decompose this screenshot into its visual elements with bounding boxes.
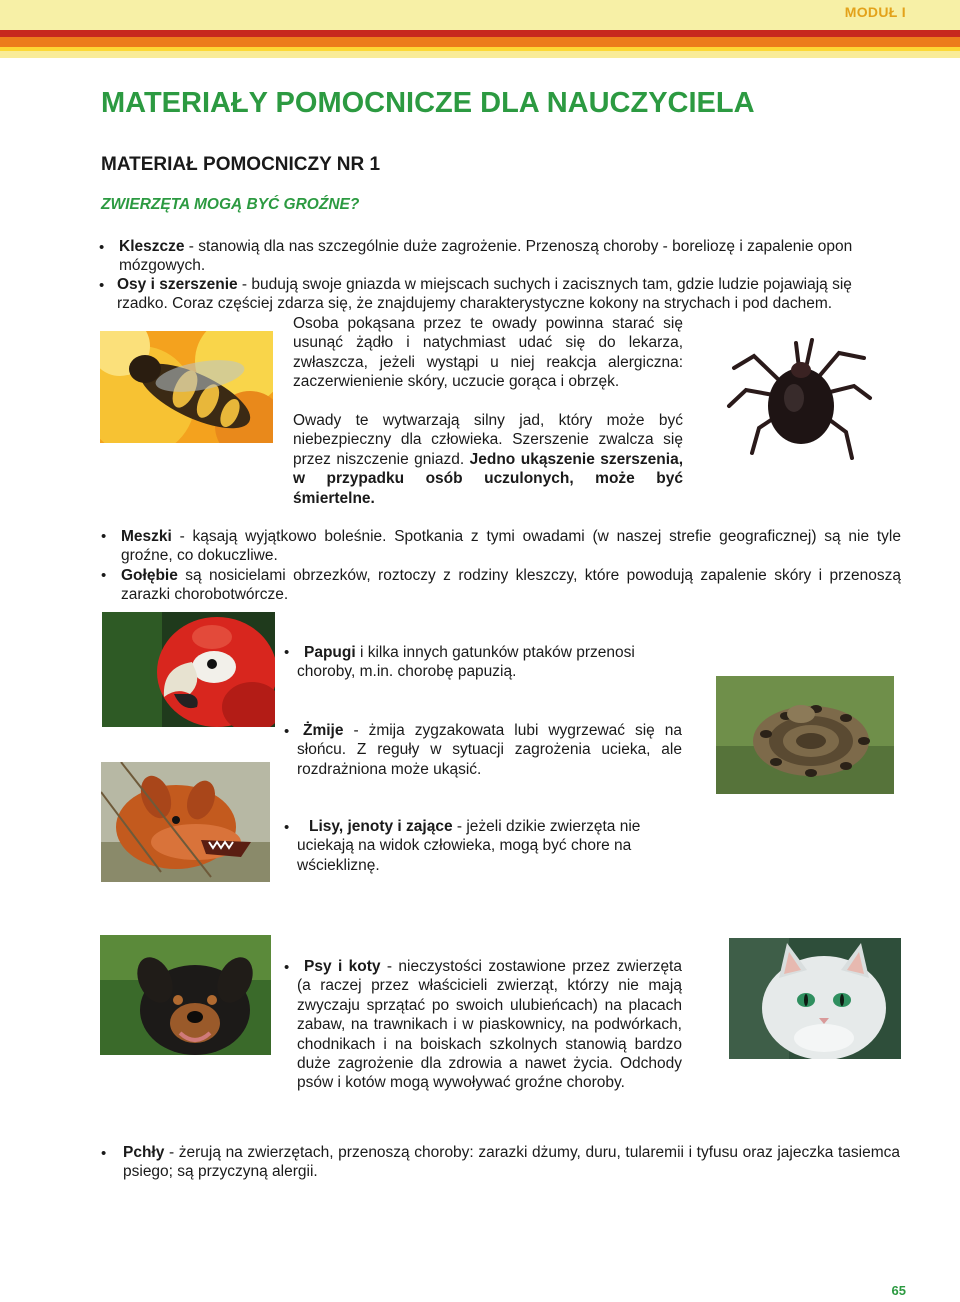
- osy-paragraph-2: [293, 411, 683, 508]
- item-term: Gołębie: [121, 567, 178, 584]
- fox-photo: [101, 762, 270, 882]
- item-text: są nosicielami obrzezków, roztoczy z rodziny kleszczy, które powodują zapalenie skóry i przenoszą zarazki chorobotwórcze.: [121, 567, 901, 604]
- item-text: - nieczystości zostawione przez zwierzęta (a raczej przez właścicieli zwierząt, którzy nie mają zwyczaju sprzątać po swoich ulubieńcach) na placach zabaw, na trawnikach i w piaskownicy, na podwórkach, chodnikach i na boiskach szkolnych stanowią bardzo duże zagrożenie dla zdrowia a nawet życia. Odchody psów i kotów mogą wywoływać groźne choroby.: [297, 958, 682, 1092]
- page-subtitle: MATERIAŁ POMOCNICZY NR 1: [101, 154, 381, 175]
- item-lisy: [297, 817, 682, 875]
- item-pchly: [123, 1143, 900, 1182]
- bullet-marker: •: [284, 644, 290, 661]
- item-text: - kąsają wyjątkowo boleśnie. Spotkania z tymi owadami (w naszej strefie geograficznej) są nie tyle groźne, co dokuczliwe.: [121, 528, 901, 565]
- bullet-marker: •: [284, 959, 290, 976]
- item-term: Lisy, jenoty i zające: [309, 818, 453, 835]
- page-number: 65: [891, 1283, 906, 1298]
- item-papugi: [297, 643, 682, 682]
- module-label: MODUŁ I: [844, 4, 906, 20]
- tick-photo: [724, 328, 874, 468]
- bullet-marker: •: [284, 723, 290, 740]
- item-text: - żerują na zwierzętach, przenoszą choroby: zarazki dżumy, duru, tularemii i tyfusu oraz jajeczka tasiemca psiego; są przyczyną alergii.: [123, 1144, 900, 1181]
- item-text: i kilka innych gatunków ptaków przenosi choroby, m.in. chorobę papuzią.: [297, 644, 635, 681]
- bullet-marker: •: [284, 819, 290, 836]
- item-term: Meszki: [121, 528, 172, 545]
- parrot-photo: [102, 612, 275, 727]
- item-term: Papugi: [304, 644, 356, 661]
- header-stripe-orange: [0, 37, 960, 47]
- header-stripe-red: [0, 30, 960, 37]
- item-kleszcze: [119, 237, 901, 276]
- item-osy: [117, 275, 901, 314]
- item-term: Żmije: [303, 722, 344, 739]
- header-band: [0, 0, 960, 30]
- bullet-marker: •: [99, 277, 105, 294]
- item-term: Osy i szerszenie: [117, 276, 238, 293]
- item-text: - budują swoje gniazda w miejscach suchych i zacisznych tam, gdzie ludzie pojawiają się rzadko. Coraz częściej zdarza się, że znajdujemy charakterystyczne kokony na strychach i pod dachem.: [117, 276, 852, 313]
- osy-paragraph-2-warning: Jedno ukąszenie szerszenia, w przypadku osób uczulonych, może być śmiertelne.: [293, 450, 683, 507]
- header-stripe-light: [0, 51, 960, 58]
- cat-photo: [729, 938, 901, 1059]
- item-meszki: [121, 527, 901, 566]
- page-title: MATERIAŁY POMOCNICZE DLA NAUCZYCIELA: [101, 87, 755, 119]
- item-text: - żmija zygzakowata lubi wygrzewać się na słońcu. Z reguły w sytuacji zagrożenia ucieka, ale rozdrażniona może ukąsić.: [297, 722, 682, 778]
- section-heading: ZWIERZĘTA MOGĄ BYĆ GROŹNE?: [101, 196, 360, 213]
- osy-paragraph-1: Osoba pokąsana przez te owady powinna starać się usunąć żądło i natychmiast udać się do lekarza, zwłaszcza, jeżeli wystąpi u niej reakcja alergiczna: zaczerwienienie skóry, uczucie gorąca i obrzęk.: [293, 315, 683, 391]
- viper-photo: [716, 676, 894, 794]
- bullet-marker: •: [101, 1145, 107, 1162]
- item-zmije: [297, 721, 682, 779]
- bullet-marker: •: [101, 528, 107, 545]
- item-psy-koty: [297, 957, 682, 1093]
- item-term: Psy i koty: [304, 958, 381, 975]
- item-text: - stanowią dla nas szczególnie duże zagrożenie. Przenoszą choroby - boreliozę i zapalenie opon mózgowych.: [119, 238, 853, 275]
- item-term: Kleszcze: [119, 238, 185, 255]
- hornet-photo: [100, 331, 273, 443]
- bullet-marker: •: [101, 567, 107, 584]
- item-golebie: [121, 566, 901, 605]
- dog-photo: [100, 935, 271, 1055]
- bullet-marker: •: [99, 239, 105, 256]
- item-term: Pchły: [123, 1144, 165, 1161]
- osy-paragraph-2-text: Owady te wytwarzają silny jad, który może być niebezpieczny dla człowieka. Szerszenie zwalcza się przez niszczenie gniazd.: [293, 412, 683, 468]
- item-text: - jeżeli dzikie zwierzęta nie uciekają na widok człowieka, mogą być chore na wściekliznę.: [297, 818, 641, 874]
